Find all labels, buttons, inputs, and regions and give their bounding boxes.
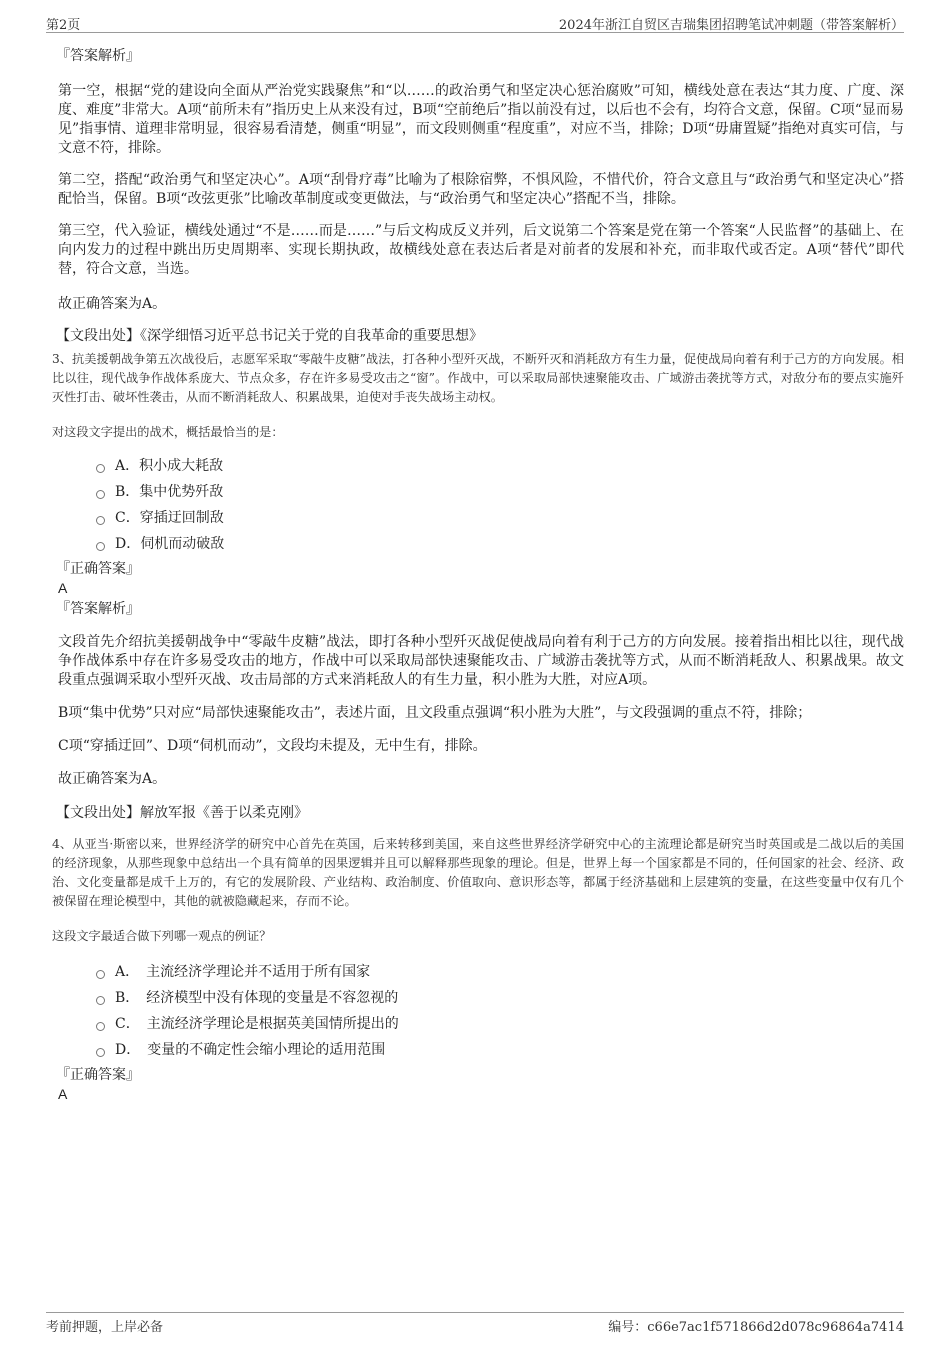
q2-conclusion: 故正确答案为A。	[58, 296, 167, 312]
radio-icon[interactable]	[96, 1048, 105, 1057]
page-header	[46, 12, 904, 33]
document-id: 编号：c66e7ac1f571866d2d078c96864a7414	[608, 1320, 904, 1335]
q3-conclusion: 故正确答案为A。	[58, 771, 167, 787]
q3-analysis-paragraph: 文段首先介绍抗美援朝战争中“零敲牛皮糖”战法，即打各种小型歼灭战促使战局向着有利于己方的方向发展。接着指出相比以往，现代战争作战体系中存在许多易受攻击的地方，作战中可以采取局部快速聚能攻击、广域游击袭扰等方式，从而不断消耗敌人、积累战果。故文段重点强调采取小型歼灭战、攻击局部的方式来消耗敌人的有生力量，积小胜为大胜，对应A项。	[58, 634, 904, 688]
option-label: D．伺机而动破敌	[115, 536, 225, 552]
q4-prompt: 这段文字最适合做下列哪一观点的例证？	[52, 929, 272, 943]
q3-stem: 3、抗美援朝战争第五次战役后，志愿军采取“零敲牛皮糖”战法，打各种小型歼灭战，不断歼灭和消耗敌方有生力量，促使战局向着有利于己方的方向发展。相比以往，现代战争作战体系庞大、节点众多，存在许多易受攻击之“窗”。作战中，可以采取局部快速聚能攻击、广域游击袭扰等方式，对敌分布的要点实施歼灭性打击、破坏性袭击，从而不断消耗敌人、积累战果，迫使对手丧失战场主动权。	[52, 352, 904, 404]
radio-icon[interactable]	[96, 516, 105, 525]
document-title: 2024年浙江自贸区吉瑞集团招聘笔试冲刺题（带答案解析）	[558, 18, 904, 33]
page-number: 第2页	[46, 18, 81, 33]
q3-options	[56, 453, 904, 557]
page-footer	[46, 1312, 904, 1333]
option-label: B． 经济模型中没有体现的变量是不容忽视的	[115, 990, 399, 1006]
option-label: B．集中优势歼敌	[115, 484, 224, 500]
q2-analysis-paragraph: 第一空，根据“党的建设向全面从严治党实践聚焦”和“以……的政治勇气和坚定决心惩治腐败”可知，横线处意在表达“其力度、广度、深度、难度”非常大。A项“前所未有”指历史上从来没有过，B项“空前绝后”指以前没有过，以后也不会有，均符合文意，保留。C项“显而易见”指事情、道理非常明显，很容易看清楚，侧重“明显”，而文段则侧重“程度重”，对应不当，排除；D项“毋庸置疑”指绝对真实可信，与文意不符，排除。	[58, 83, 904, 156]
radio-icon[interactable]	[96, 490, 105, 499]
q4-correct-answer: A	[58, 1086, 68, 1102]
radio-icon[interactable]	[96, 1022, 105, 1031]
q2-analysis-paragraph: 第三空，代入验证，横线处通过“不是……而是……”与后文构成反义并列，后文说第二个答案是党在第一个答案“人民监督”的基础上、在向内发力的过程中跳出历史周期率、实现长期执政，故横线处意在表达后者是对前者的发展和补充，而非取代或否定。A项“替代”即代替，符合文意，当选。	[58, 223, 904, 277]
q3-option-b[interactable]	[96, 479, 904, 505]
document-body	[52, 44, 904, 1103]
q3-source: 【文段出处】解放军报《善于以柔克刚》	[56, 805, 308, 821]
q4-stem: 4、从亚当·斯密以来，世界经济学的研究中心首先在英国，后来转移到美国，来自这些世界经济学研究中心的主流理论都是研究当时英国或是二战以后的美国的经济现象，从那些现象中总结出一个具有简单的因果逻辑并且可以解释那些现象的理论。但是，世界上每一个国家都是不同的，任何国家的社会、经济、政治、文化变量都是成千上万的，有它的发展阶段、产业结构、政治制度、价值取向、意识形态等，都属于经济基础和上层建筑的变量，在这些变量中仅有几个被保留在理论模型中，其他的就被隐藏起来，存而不论。	[52, 837, 904, 908]
option-label: C． 主流经济学理论是根据英美国情所提出的	[115, 1016, 399, 1032]
radio-icon[interactable]	[96, 542, 105, 551]
q2-analysis-paragraph: 第二空，搭配“政治勇气和坚定决心”。A项“刮骨疗毒”比喻为了根除宿弊，不惧风险，不惜代价，符合文意且与“政治勇气和坚定决心”搭配恰当，保留。B项“改弦更张”比喻改革制度或变更做法，与“政治勇气和坚定决心”搭配不当，排除。	[58, 172, 904, 207]
q3-analysis-label: 『答案解析』	[56, 601, 140, 617]
radio-icon[interactable]	[96, 970, 105, 979]
q3-option-a[interactable]	[96, 453, 904, 479]
q4-options	[56, 959, 904, 1063]
radio-icon[interactable]	[96, 996, 105, 1005]
option-label: A．积小成大耗敌	[115, 458, 224, 474]
q4-option-c[interactable]	[96, 1011, 904, 1037]
q4-option-a[interactable]	[96, 959, 904, 985]
q3-correct-label: 『正确答案』	[56, 561, 140, 577]
q2-source: 【文段出处】《深学细悟习近平总书记关于党的自我革命的重要思想》	[56, 328, 483, 344]
q4-correct-label: 『正确答案』	[56, 1067, 140, 1083]
footer-slogan: 考前押题，上岸必备	[46, 1320, 164, 1335]
q3-option-d[interactable]	[96, 531, 904, 557]
option-label: A． 主流经济学理论并不适用于所有国家	[115, 964, 371, 980]
q3-analysis-paragraph: B项“集中优势”只对应“局部快速聚能攻击”，表述片面，且文段重点强调“积小胜为大胜”，与文段强调的重点不符，排除；	[58, 705, 812, 721]
q3-prompt: 对这段文字提出的战术，概括最恰当的是：	[52, 425, 284, 439]
q4-option-b[interactable]	[96, 985, 904, 1011]
q3-correct-answer: A	[58, 580, 68, 596]
q4-option-d[interactable]	[96, 1037, 904, 1063]
q2-analysis-label: 『答案解析』	[56, 48, 140, 64]
option-label: D． 变量的不确定性会缩小理论的适用范围	[115, 1042, 386, 1058]
radio-icon[interactable]	[96, 464, 105, 473]
option-label: C．穿插迂回制敌	[115, 510, 224, 526]
q3-analysis-paragraph: C项“穿插迂回”、D项“伺机而动”，文段均未提及，无中生有，排除。	[58, 738, 487, 754]
q3-option-c[interactable]	[96, 505, 904, 531]
